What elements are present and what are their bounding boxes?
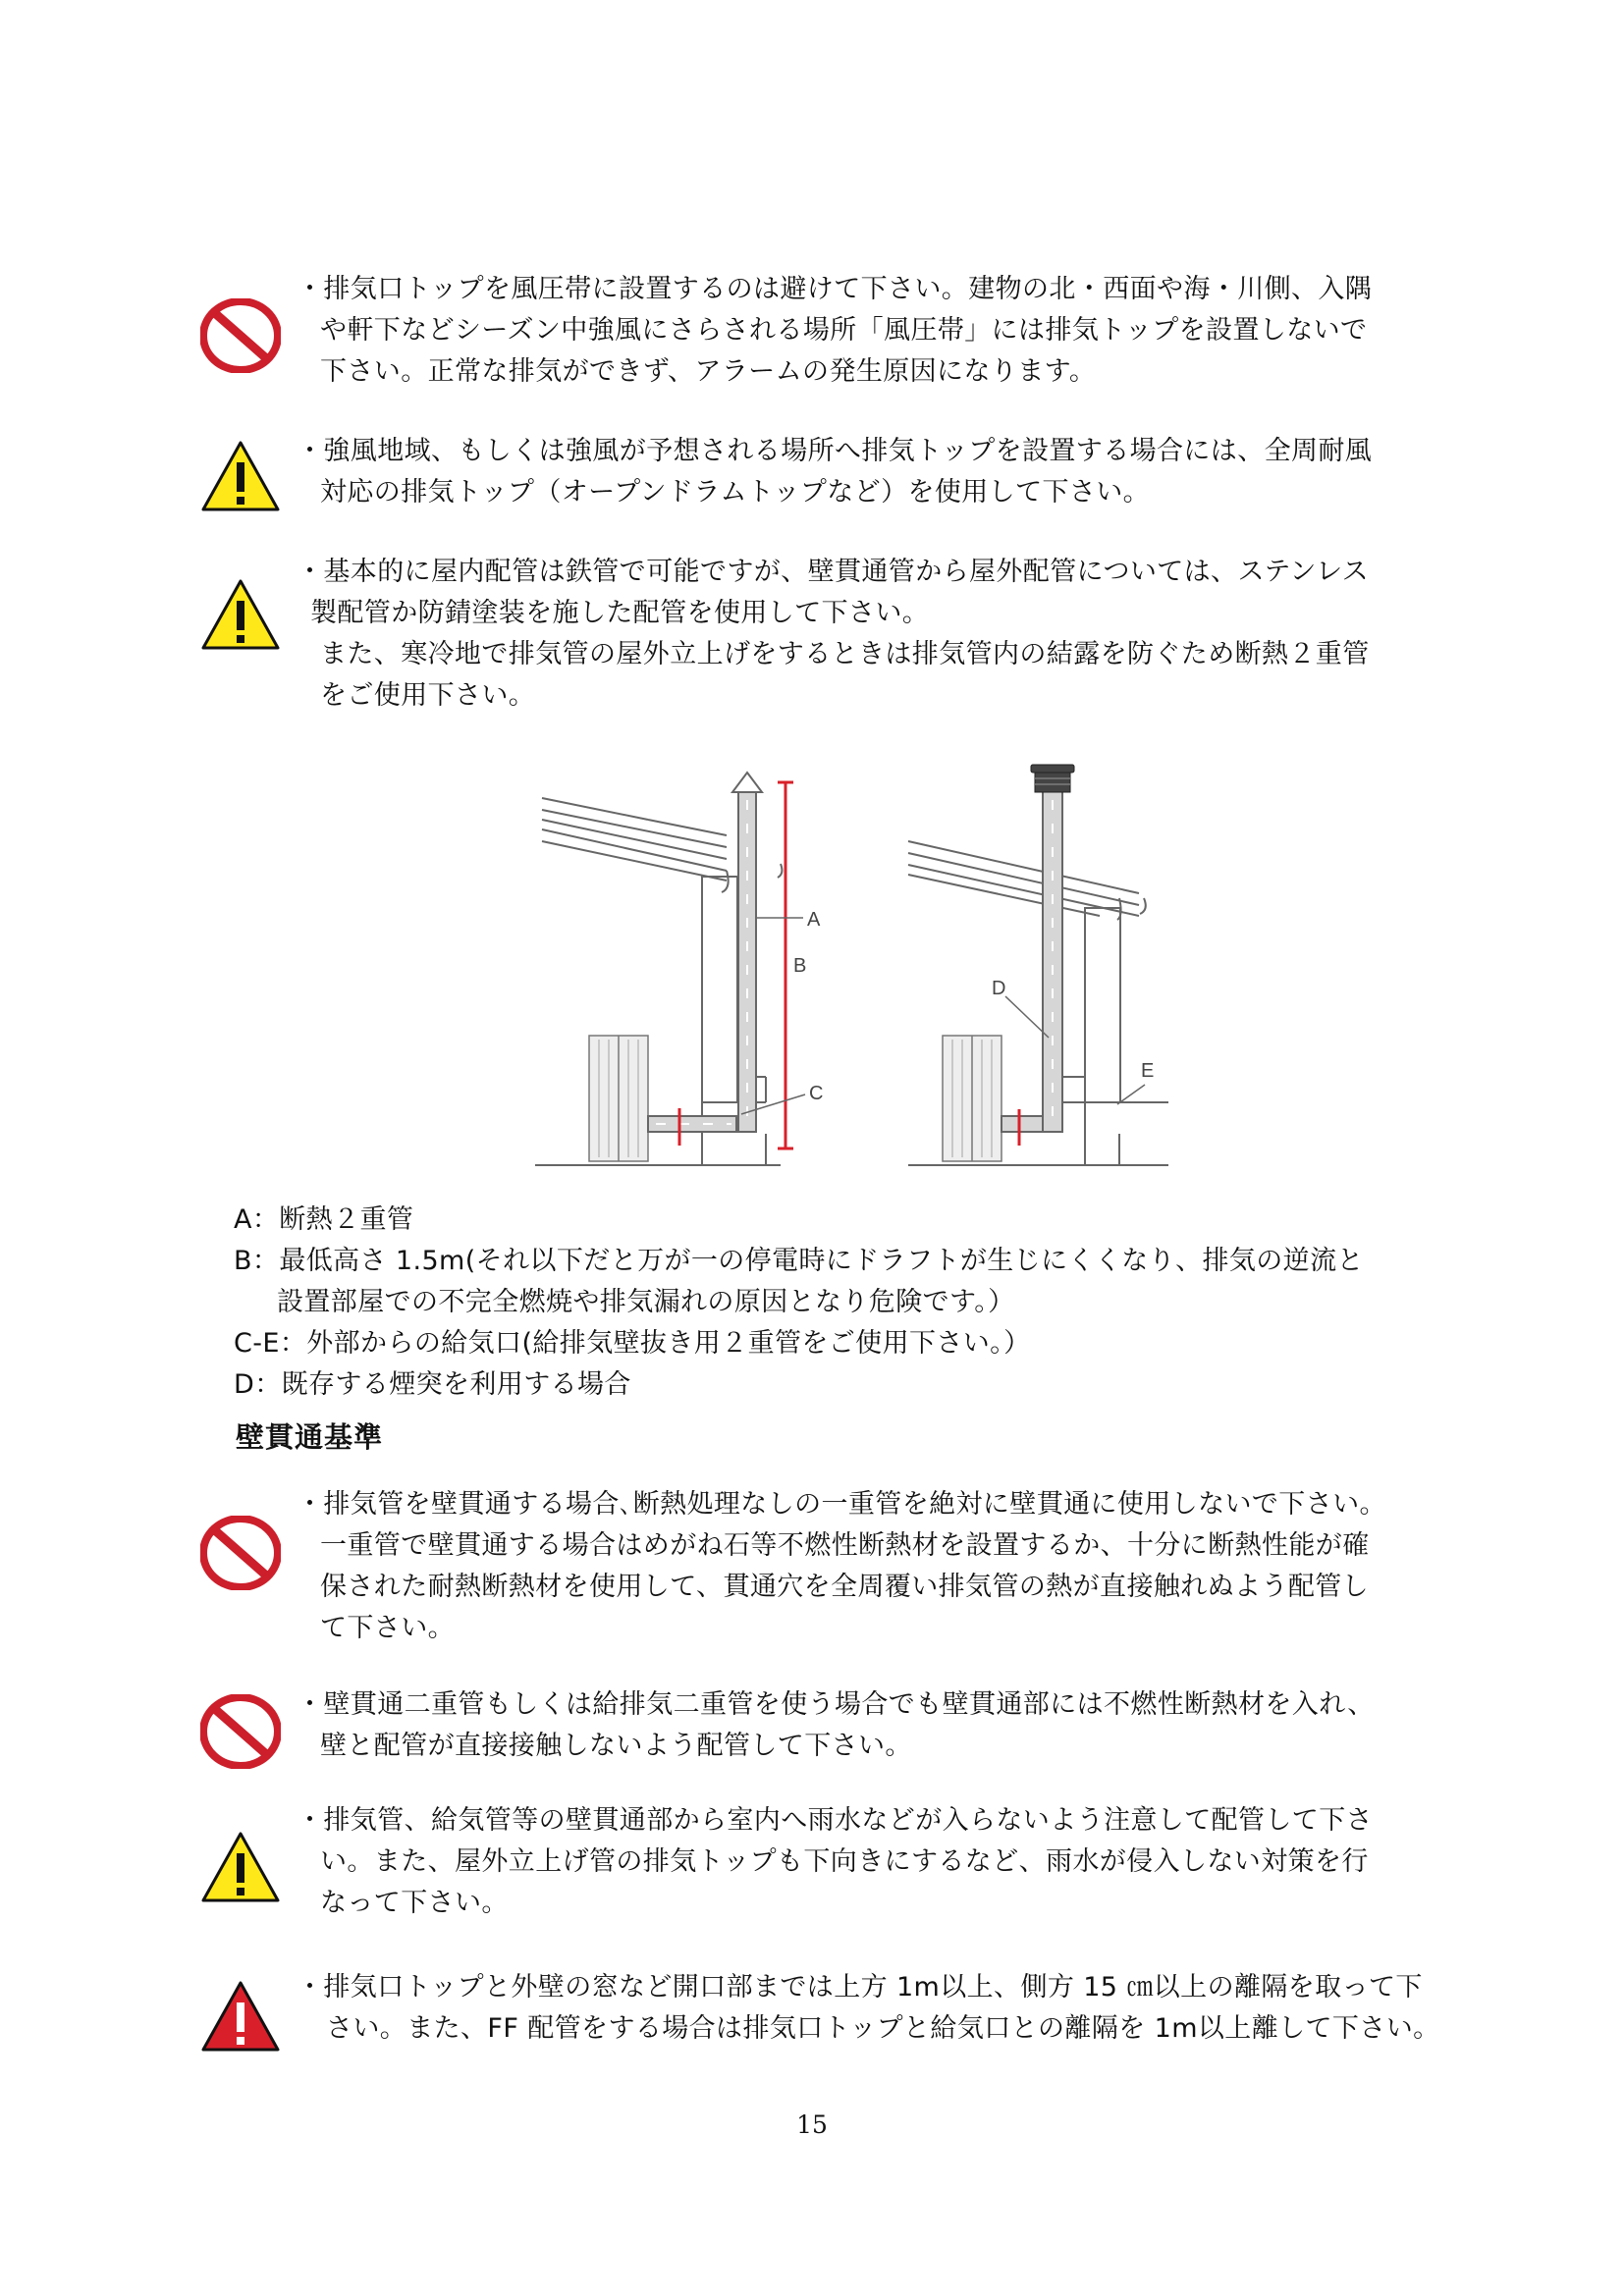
prohibited-icon — [200, 1694, 281, 1769]
notice-line: 壁と配管が直接接触しないよう配管して下さい。 — [320, 1731, 912, 1761]
danger-icon — [200, 1979, 281, 2054]
notice-windproof-top — [196, 427, 1492, 525]
notice-line: 一重管で壁貫通する場合はめがね石等不燃性断熱材を設置するか、十分に断熱性能が確 — [320, 1530, 1370, 1561]
notice-line: また、寒冷地で排気管の屋外立上げをするときは排気管内の結露を防ぐため断熱２重管 — [320, 639, 1370, 669]
notice-line: 保された耐熱断熱材を使用して、貫通穴を全周覆い排気管の熱が直接触れぬよう配管し — [320, 1572, 1370, 1602]
label-d: D — [992, 978, 1006, 999]
legend-item-d: D：既存する煙突を利用する場合 — [234, 1369, 631, 1400]
notice-line: ・強風地域、もしくは強風が予想される場所へ排気トップを設置する場合には、全周耐風 — [297, 436, 1373, 466]
notice-line: 下さい。正常な排気ができず、アラームの発生原因になります。 — [320, 356, 1097, 387]
notice-line: ・排気管、給気管等の壁貫通部から室内へ雨水などが入らないよう注意して配管して下さ — [297, 1805, 1373, 1836]
notice-double-wall-pipe — [196, 1681, 1492, 1779]
notice-line: をご使用下さい。 — [320, 680, 536, 711]
notice-line: や軒下などシーズン中強風にさらされる場所「風圧帯」には排気トップを設置しないで — [320, 315, 1368, 346]
drum-top-cap — [1031, 765, 1074, 792]
flue-installation-diagram — [530, 761, 1178, 1197]
notice-wind-pressure — [196, 265, 1492, 402]
notice-line: て下さい。 — [320, 1613, 455, 1643]
notice-piping-material — [196, 548, 1492, 724]
notice-line: ・排気口トップと外壁の窓など開口部までは上方 1m以上、側方 15 ㎝以上の離隔を取って下 — [297, 1972, 1423, 2002]
section-heading: 壁貫通基準 — [236, 1420, 384, 1454]
notice-line: 製配管か防錆塗装を施した配管を使用して下さい。 — [310, 598, 930, 628]
legend-item-b: B：最低高さ 1.5m(それ以下だと万が一の停電時にドラフトが生じにくくなり、排気の逆流と — [234, 1246, 1364, 1276]
notice-line: い。また、屋外立上げ管の排気トップも下向きにするなど、雨水が侵入しない対策を行 — [320, 1846, 1369, 1877]
page-number: 15 — [796, 2110, 828, 2139]
caution-icon — [200, 577, 281, 652]
notice-line: ・基本的に屋内配管は鉄管で可能ですが、壁貫通管から屋外配管については、ステンレス — [297, 557, 1370, 587]
notice-single-wall-pipe — [196, 1480, 1492, 1657]
right-heater-unit — [943, 1036, 1001, 1161]
label-a: A — [807, 909, 821, 931]
legend-item-a: A：断熱２重管 — [234, 1204, 414, 1235]
label-c: C — [809, 1083, 824, 1104]
notice-line: ・排気口トップを風圧帯に設置するのは避けて下さい。建物の北・西面や海・川側、入隅 — [297, 274, 1373, 304]
notice-line: ・壁貫通二重管もしくは給排気二重管を使う場合でも壁貫通部には不燃性断熱材を入れ、 — [297, 1689, 1375, 1720]
left-heater-unit — [589, 1036, 648, 1161]
notice-line: なって下さい。 — [320, 1888, 509, 1918]
notice-line: ・排気管を壁貫通する場合､断熱処理なしの一重管を絶対に壁貫通に使用しないで下さい。 — [297, 1489, 1386, 1520]
left-flue-pipe — [648, 773, 762, 1132]
label-e: E — [1141, 1060, 1155, 1082]
prohibited-icon — [200, 1516, 281, 1590]
notice-clearance — [196, 1963, 1492, 2061]
prohibited-icon — [200, 298, 281, 373]
notice-line: 対応の排気トップ（オープンドラムトップなど）を使用して下さい。 — [320, 477, 1151, 507]
right-chimney-pipe — [1001, 790, 1062, 1132]
notice-rainwater — [196, 1796, 1492, 1934]
label-b: B — [793, 955, 807, 977]
legend-item-b-continued: 設置部屋での不完全燃焼や排気漏れの原因となり危険です。） — [277, 1287, 1015, 1317]
caution-icon — [200, 1830, 281, 1904]
height-dimension-b — [778, 782, 793, 1148]
legend-item-c-e: C-E：外部からの給気口(給排気壁抜き用２重管をご使用下さい。） — [234, 1328, 1031, 1359]
caution-icon — [200, 439, 281, 513]
notice-line: さい。また、FF 配管をする場合は排気口トップと給気口との離隔を 1m以上離して下さい。 — [326, 2013, 1440, 2044]
